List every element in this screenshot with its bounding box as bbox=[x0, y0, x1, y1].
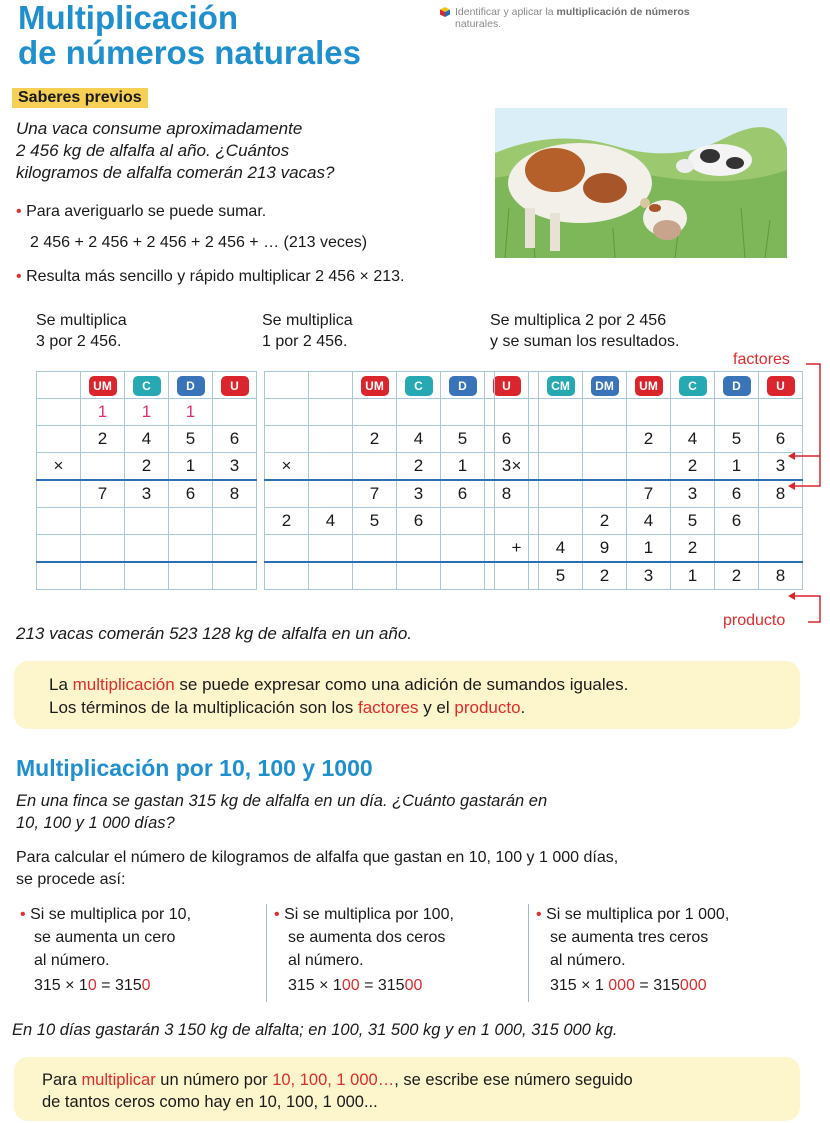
bullet-mult-text: Resulta más sencillo y rápido multiplicar 2 456 × 213. bbox=[26, 268, 405, 285]
carry-digit: 1 bbox=[125, 399, 169, 426]
rule-line: al número. bbox=[34, 952, 110, 969]
digit: 3 bbox=[213, 453, 257, 481]
objective-prefix: Identificar y aplicar la bbox=[455, 6, 557, 18]
digit: 4 bbox=[539, 535, 583, 563]
badge-um: UM bbox=[361, 376, 389, 396]
digit: 5 bbox=[169, 426, 213, 453]
text: , se escribe ese número seguido bbox=[394, 1071, 633, 1089]
digit: 4 bbox=[125, 426, 169, 453]
digit: 5 bbox=[671, 508, 715, 535]
digit: 8 bbox=[213, 480, 257, 508]
title-line-2: de números naturales bbox=[18, 34, 361, 71]
text: Si se multiplica por 10, bbox=[30, 906, 192, 923]
text: = 315 bbox=[359, 977, 405, 994]
result-sentence: 213 vacas comerán 523 128 kg de alfalfa en un año. bbox=[16, 624, 413, 643]
column-divider bbox=[266, 904, 267, 1002]
highlight: 0 bbox=[141, 977, 151, 994]
badge-u: U bbox=[221, 376, 249, 396]
saberes-previos-label: Saberes previos bbox=[12, 88, 148, 108]
carry-digit: 1 bbox=[169, 399, 213, 426]
rule-line: al número. bbox=[550, 952, 626, 969]
section-problem bbox=[16, 790, 547, 834]
digit: 2 bbox=[671, 535, 715, 563]
step-1-line2: 3 por 2 456. bbox=[36, 333, 122, 350]
rule-column-1000 bbox=[536, 903, 729, 997]
bullet-sum-text: Para averiguarlo se puede sumar. bbox=[26, 203, 267, 220]
digit: 2 bbox=[265, 508, 309, 535]
digit: 5 bbox=[353, 508, 397, 535]
bullet-mult: • Resulta más sencillo y rápido multiplicar 2 456 × 213. bbox=[16, 268, 405, 285]
multiplication-grid-1 bbox=[36, 371, 257, 590]
text: 315 × 1 bbox=[288, 977, 342, 994]
digit: 2 bbox=[671, 453, 715, 481]
digit: 5 bbox=[539, 562, 583, 590]
badge-d: D bbox=[723, 376, 751, 396]
text: y el bbox=[418, 698, 455, 717]
problem-statement bbox=[16, 118, 486, 184]
badge-c: C bbox=[405, 376, 433, 396]
times-sign: × bbox=[265, 453, 309, 481]
problem-line-1: Una vaca consume aproximadamente bbox=[16, 119, 303, 138]
digit: 9 bbox=[583, 535, 627, 563]
digit: 2 bbox=[353, 426, 397, 453]
rule-line: al número. bbox=[288, 952, 364, 969]
digit: 4 bbox=[397, 426, 441, 453]
intro-line: Para calcular el número de kilogramos de alfalfa que gastan en 10, 100 y 1 000 días, bbox=[16, 849, 619, 866]
highlight: producto bbox=[454, 698, 521, 717]
text: Si se multiplica por 1 000, bbox=[546, 906, 730, 923]
section-title: Multiplicación por 10, 100 y 1000 bbox=[16, 755, 373, 781]
rule-column-10 bbox=[20, 903, 191, 997]
step-2-line2: 1 por 2 456. bbox=[262, 333, 348, 350]
sum-expression: 2 456 + 2 456 + 2 456 + 2 456 + … (213 veces) bbox=[30, 234, 368, 251]
rule-example bbox=[536, 974, 729, 997]
conclusion-sentence: En 10 días gastarán 3 150 kg de alfalta; en 100, 31 500 kg y en 1 000, 315 000 kg. bbox=[12, 1021, 618, 1039]
text: Para bbox=[42, 1071, 82, 1089]
step-2-label bbox=[262, 310, 353, 352]
digit: 8 bbox=[485, 480, 529, 508]
multiplication-grid-3 bbox=[494, 371, 803, 590]
plus-sign: + bbox=[495, 535, 539, 563]
badge-u: U bbox=[493, 376, 521, 396]
digit: 8 bbox=[759, 480, 803, 508]
intro-line: se procede así: bbox=[16, 871, 126, 888]
digit: 6 bbox=[715, 508, 759, 535]
digit: 4 bbox=[671, 426, 715, 453]
badge-d: D bbox=[449, 376, 477, 396]
text: = 315 bbox=[634, 977, 680, 994]
digit: 5 bbox=[441, 426, 485, 453]
highlight: multiplicar bbox=[81, 1071, 156, 1089]
factores-label: factores bbox=[733, 351, 790, 368]
digit: 6 bbox=[169, 480, 213, 508]
badge-u: U bbox=[767, 376, 795, 396]
bracket-arrows bbox=[786, 358, 826, 638]
rule-note-line-1 bbox=[42, 1069, 633, 1091]
rule-line: • Si se multiplica por 10, bbox=[20, 906, 192, 923]
step-3-line1: Se multiplica 2 por 2 456 bbox=[490, 312, 667, 329]
highlight: 00 bbox=[341, 977, 360, 994]
digit: 3 bbox=[671, 480, 715, 508]
step-3-label bbox=[490, 310, 679, 352]
badge-d: D bbox=[177, 376, 205, 396]
objective-line2: naturales. bbox=[455, 18, 502, 30]
rule-note-line-2: de tantos ceros como hay en 10, 100, 1 000... bbox=[42, 1093, 378, 1111]
digit: 2 bbox=[715, 562, 759, 590]
bullet-sum: • Para averiguarlo se puede sumar. bbox=[16, 203, 267, 220]
highlight: factores bbox=[357, 698, 419, 717]
text: . bbox=[520, 698, 526, 717]
digit: 1 bbox=[627, 535, 671, 563]
badge-um: UM bbox=[635, 376, 663, 396]
digit: 4 bbox=[627, 508, 671, 535]
digit: 6 bbox=[213, 426, 257, 453]
step-1-line1: Se multiplica bbox=[36, 312, 127, 329]
text: Los términos de la multiplicación son los bbox=[49, 698, 358, 717]
rule-line: se aumenta un cero bbox=[34, 929, 176, 946]
step-2-line1: Se multiplica bbox=[262, 312, 353, 329]
definition-line-2 bbox=[49, 696, 628, 719]
highlight: 000 bbox=[679, 977, 707, 994]
rule-note-text bbox=[42, 1069, 633, 1113]
multiplication-grid-2 bbox=[264, 371, 529, 590]
section-intro bbox=[16, 847, 618, 891]
page-title bbox=[18, 0, 361, 70]
digit: 7 bbox=[81, 480, 125, 508]
times-sign: × bbox=[495, 453, 539, 481]
text: se puede expresar como una adición de sumandos iguales. bbox=[174, 675, 629, 694]
digit: 1 bbox=[169, 453, 213, 481]
badge-c: C bbox=[679, 376, 707, 396]
digit: 2 bbox=[583, 562, 627, 590]
digit: 3 bbox=[397, 480, 441, 508]
digit: 4 bbox=[309, 508, 353, 535]
text: 315 × 1 bbox=[550, 977, 609, 994]
rule-line: • Si se multiplica por 1 000, bbox=[536, 906, 730, 923]
digit: 8 bbox=[759, 562, 803, 590]
digit: 6 bbox=[759, 426, 803, 453]
carry-digit: 1 bbox=[81, 399, 125, 426]
problem-line-2: 2 456 kg de alfalfa al año. ¿Cuántos bbox=[16, 141, 290, 160]
text: = 315 bbox=[96, 977, 142, 994]
step-1-label bbox=[36, 310, 127, 352]
rule-line: • Si se multiplica por 100, bbox=[274, 906, 454, 923]
digit: 6 bbox=[397, 508, 441, 535]
digit: 2 bbox=[627, 426, 671, 453]
problem-line: 10, 100 y 1 000 días? bbox=[16, 814, 175, 832]
cube-icon bbox=[440, 7, 450, 17]
badge-dm: DM bbox=[591, 376, 619, 396]
definition-line-1 bbox=[49, 673, 628, 696]
digit: 7 bbox=[353, 480, 397, 508]
column-divider bbox=[528, 904, 529, 1002]
title-line-1: Multiplicación bbox=[18, 0, 239, 36]
highlight: 0 bbox=[87, 977, 97, 994]
definition-text bbox=[49, 673, 628, 719]
rule-example bbox=[274, 974, 454, 997]
problem-line: En una finca se gastan 315 kg de alfalfa en un día. ¿Cuánto gastarán en bbox=[16, 792, 548, 810]
rule-column-100 bbox=[274, 903, 454, 997]
badge-um: UM bbox=[89, 376, 117, 396]
problem-line-3: kilogramos de alfalfa comerán 213 vacas? bbox=[16, 163, 335, 182]
digit: 2 bbox=[81, 426, 125, 453]
digit: 1 bbox=[671, 562, 715, 590]
highlight: multiplicación bbox=[72, 675, 175, 694]
digit: 2 bbox=[125, 453, 169, 481]
rule-example bbox=[20, 974, 191, 997]
highlight: 000 bbox=[608, 977, 635, 994]
highlight: 10, 100, 1 000… bbox=[272, 1071, 395, 1089]
text: La bbox=[49, 675, 73, 694]
objective-bold: multiplicación de números bbox=[556, 6, 690, 18]
text: 315 × 1 bbox=[34, 977, 88, 994]
digit: 7 bbox=[627, 480, 671, 508]
digit: 3 bbox=[759, 453, 803, 481]
rule-line: se aumenta tres ceros bbox=[550, 929, 709, 946]
badge-cm: CM bbox=[547, 376, 575, 396]
digit: 5 bbox=[715, 426, 759, 453]
digit: 3 bbox=[485, 453, 529, 481]
text: Si se multiplica por 100, bbox=[284, 906, 454, 923]
digit: 3 bbox=[627, 562, 671, 590]
text: un número por bbox=[155, 1071, 273, 1089]
digit: 2 bbox=[397, 453, 441, 481]
digit: 1 bbox=[441, 453, 485, 481]
step-3-line2: y se suman los resultados. bbox=[490, 333, 680, 350]
digit: 3 bbox=[125, 480, 169, 508]
rule-line: se aumenta dos ceros bbox=[288, 929, 446, 946]
digit: 6 bbox=[485, 426, 529, 453]
producto-label: producto bbox=[723, 612, 786, 629]
digit: 6 bbox=[441, 480, 485, 508]
times-sign: × bbox=[37, 453, 81, 481]
digit: 1 bbox=[715, 453, 759, 481]
digit: 6 bbox=[715, 480, 759, 508]
objective-text bbox=[455, 6, 785, 30]
badge-c: C bbox=[133, 376, 161, 396]
cow-illustration bbox=[495, 108, 787, 258]
digit: 2 bbox=[583, 508, 627, 535]
highlight: 00 bbox=[404, 977, 423, 994]
